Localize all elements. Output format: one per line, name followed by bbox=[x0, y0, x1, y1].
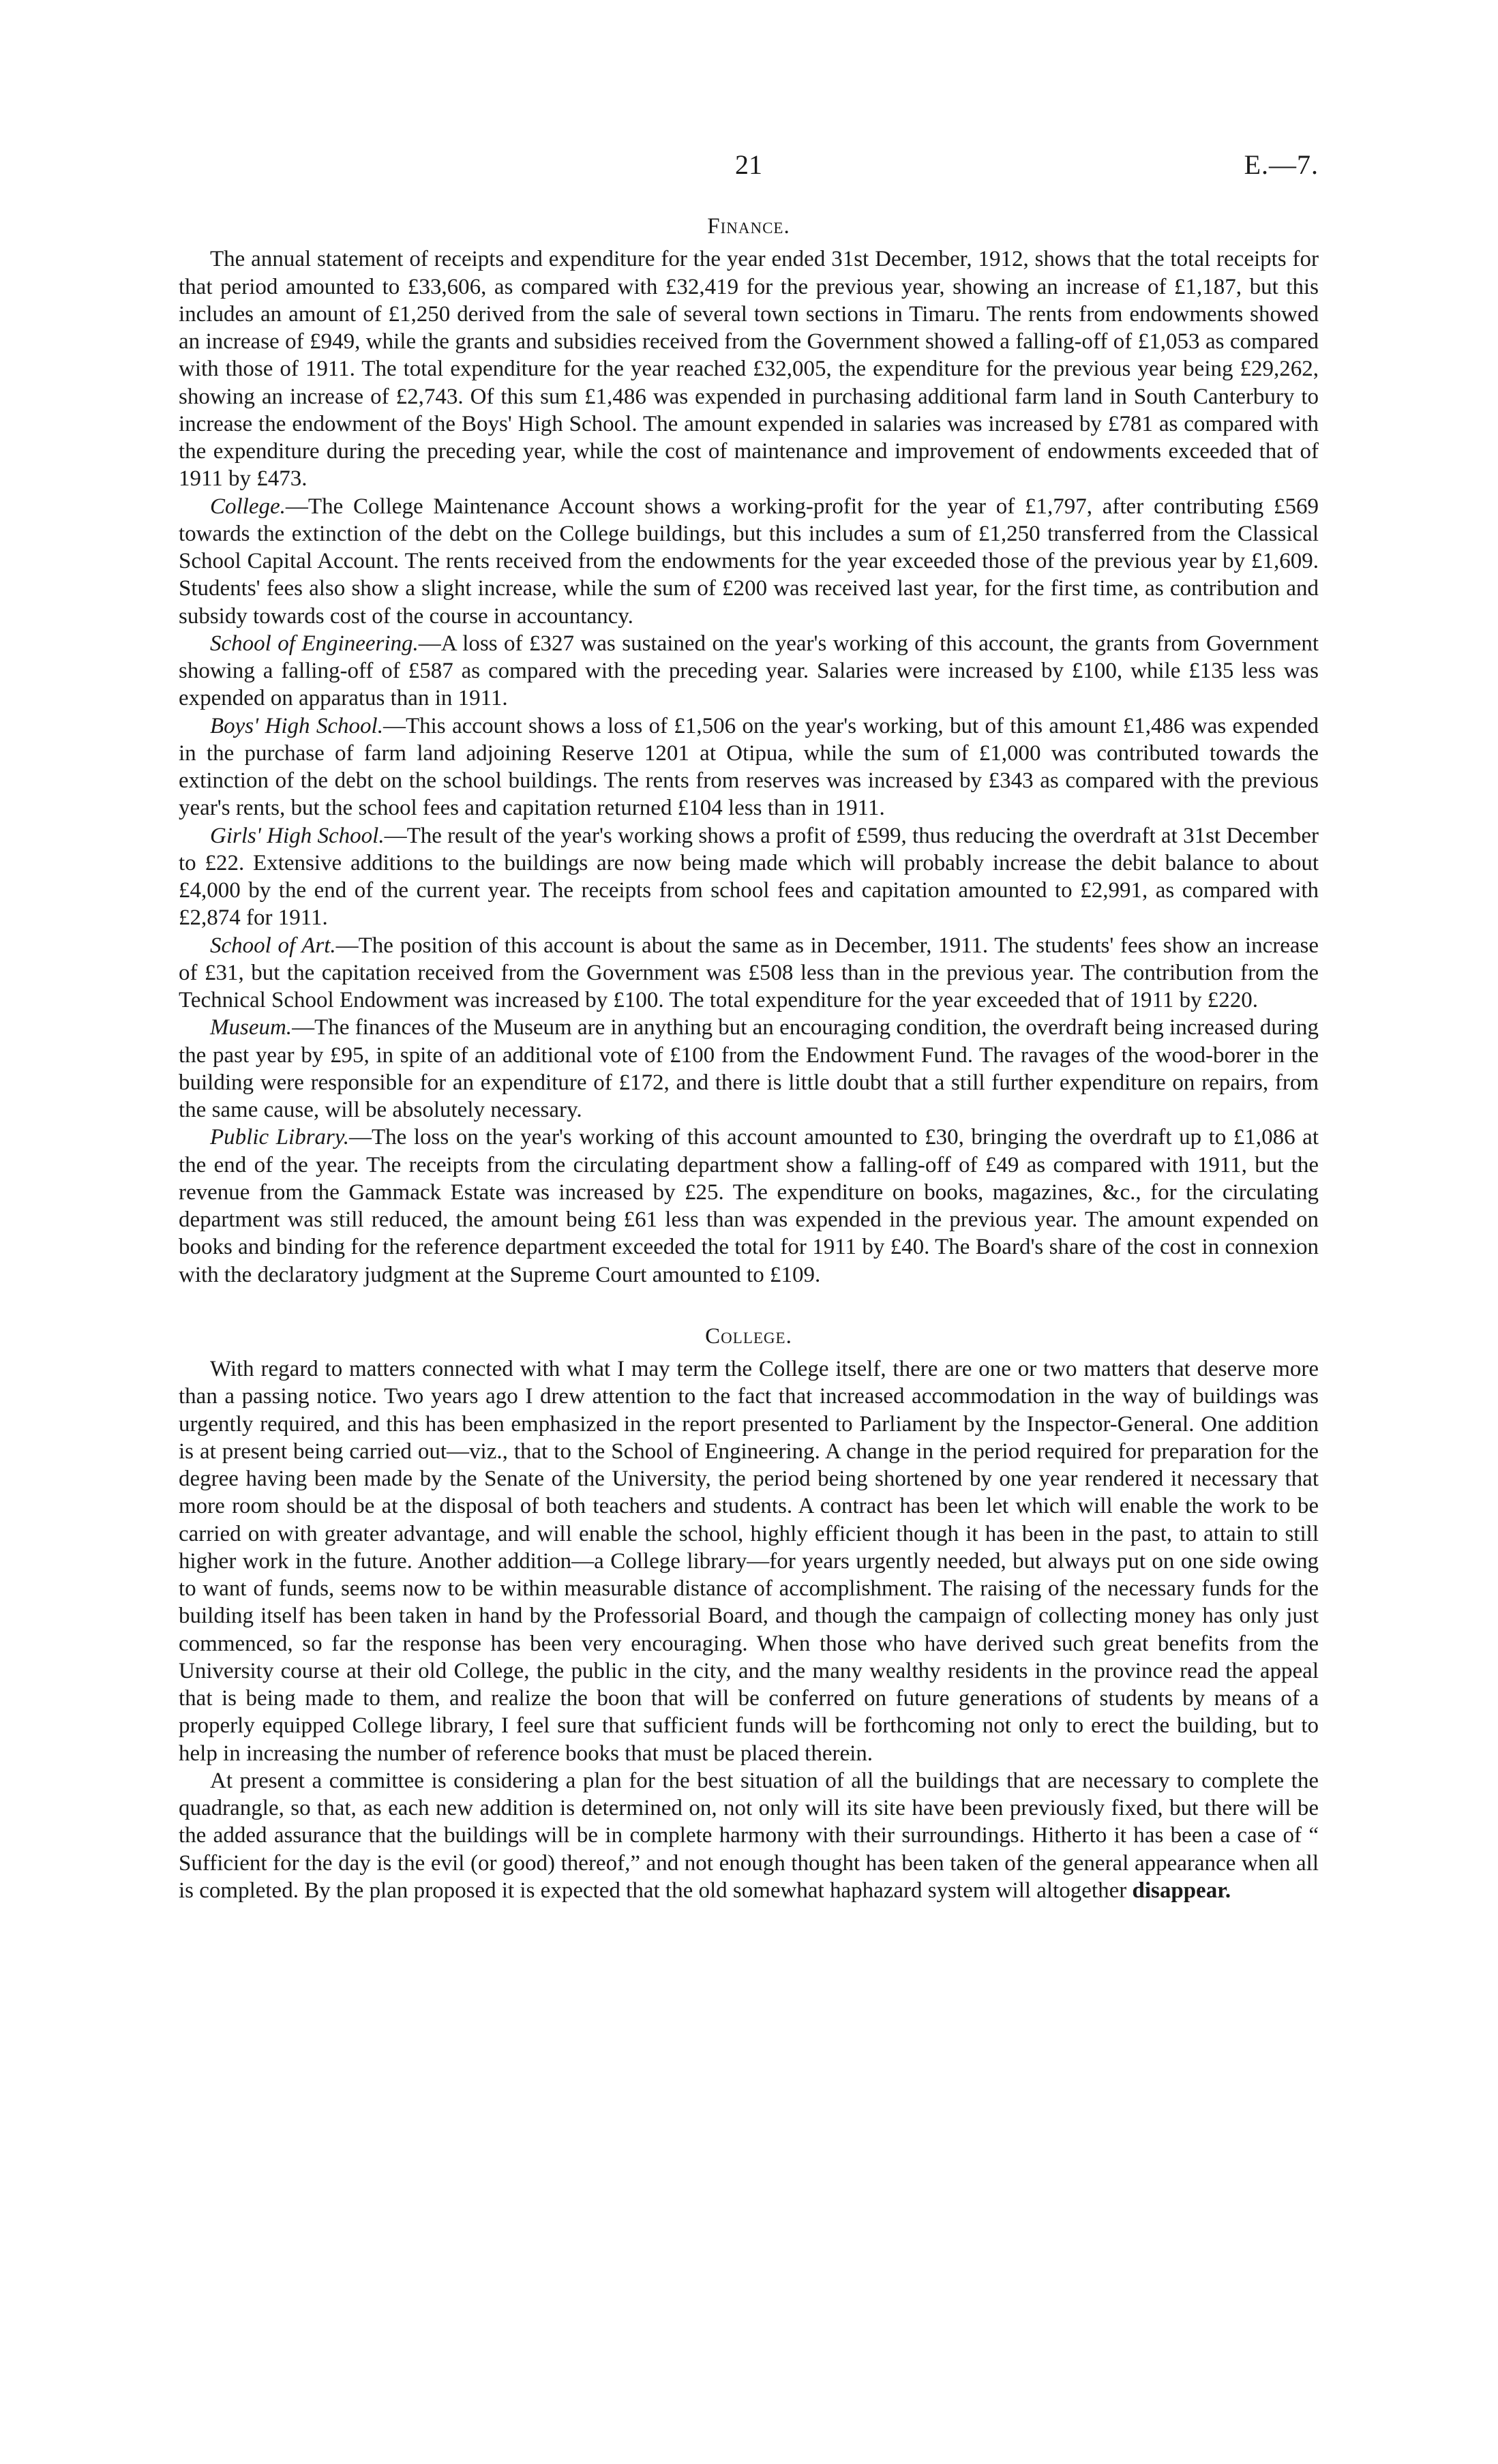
page-number: 21 bbox=[735, 149, 762, 180]
college-paragraph-2-final-word: disappear. bbox=[1132, 1878, 1231, 1903]
document-code: E.—7. bbox=[1244, 149, 1319, 180]
engineering-paragraph bbox=[179, 630, 1319, 712]
finance-intro-paragraph: The annual statement of receipts and expenditure for the year ended 31st December, 1912, shows that the total receipts for that period amounted to £33,606, as compared with £32,419 for the previous year, showing an increase of £1,187, but this includes an amount of £1,250 derived from the sale of several town sections in Timaru. The rents from endowments showed an increase of £949, while the grants and subsidies received from the Government showed a falling-off of £1,053 as compared with those of 1911. The total expenditure for the year reached £32,005, the expenditure for the previous year being £29,262, showing an increase of £2,743. Of this sum £1,486 was expended in purchasing additional farm land in South Canterbury to increase the endowment of the Boys' High School. The amount expended in salaries was increased by £781 as compared with the expenditure during the preceding year, while the cost of maintenance and improvement of endowments exceeded that of 1911 by £473. bbox=[179, 247, 1319, 492]
college-paragraph-2-text: At present a committee is considering a plan for the best situation of all the buildings that are necessary to complete the quadrangle, so that, as each new addition is determined on, not only will its site have been previously fixed, but there will be the added assurance that the buildings will be in complete harmony with their surroundings. Hitherto it has been a case of “ Sufficient for the day is the evil (or good) thereof,” and not enough thought has been taken of the general appearance when all is completed. By the plan proposed it is expected that the old somewhat haphazard system will altogether bbox=[179, 1768, 1319, 1903]
school-of-art-paragraph bbox=[179, 932, 1319, 1015]
college-heading: College. bbox=[705, 1323, 792, 1349]
boys-high-school-paragraph bbox=[179, 712, 1319, 822]
engineering-subhead: School of Engineering. bbox=[210, 631, 419, 656]
engineering-text: —A loss of £327 was sustained on the year's working of this account, the grants from Government showing a falling-off of £587 as compared with the preceding year. Salaries were increased by £100, while £135 less was expended on apparatus than in 1911. bbox=[179, 631, 1319, 711]
college-paragraph-1: With regard to matters connected with what I may term the College itself, there are one or two matters that deserve more than a passing notice. Two years ago I drew attention to the fact that increased accommodation in the way of buildings was urgently required, and this has been emphasized in the report presented to Parliament by the Inspector-General. One addition is at present being carried out—viz., that to the School of Engineering. A change in the period required for preparation for the degree having been made by the Senate of the University, the period being shortened by one year rendered it necessary that more room should be at the disposal of both teachers and students. A contract has been let which will enable the work to be carried on with greater advantage, and will enable the school, highly efficient though it has been in the past, to attain to still higher work in the future. Another addition—a College library—for years urgently needed, but always put on one side owing to want of funds, seems now to be within measurable distance of accomplishment. The raising of the necessary funds for the building itself has been taken in hand by the Professorial Board, and though the campaign of collecting money has only just commenced, so far the response has been very encouraging. When those who have derived such great benefits from the University course at their old College, the public in the city, and the many wealthy residents in the province read the appeal that is being made to them, and realize the boon that will be conferred on future generations of students by means of a properly equipped College library, I feel sure that sufficient funds will be forthcoming not only to erect the building, but to help in increasing the number of reference books that must be placed therein. bbox=[179, 1357, 1319, 1766]
girls-high-school-subhead: Girls' High School. bbox=[210, 823, 385, 848]
boys-high-school-subhead: Boys' High School. bbox=[210, 713, 383, 738]
public-library-paragraph bbox=[179, 1124, 1319, 1289]
school-of-art-text: —The position of this account is about the same as in December, 1911. The students' fees show an increase of £31, but the capitation received from the Government was £508 less than in the previous year. The contribution from the Technical School Endowment was increased by £100. The total expenditure for the year exceeded that of 1911 by £220. bbox=[179, 933, 1319, 1012]
college-paragraph-2 bbox=[179, 1767, 1319, 1904]
public-library-subhead: Public Library. bbox=[210, 1125, 349, 1150]
girls-high-school-text: —The result of the year's working shows a profit of £599, thus reducing the overdraft at 31st December to £22. Extensive additions to the buildings are now being made which will probably increase the debit balance to about £4,000 by the end of the current year. The receipts from school fees and capitation amounted to £2,991, as compared with £2,874 for 1911. bbox=[179, 823, 1319, 931]
girls-high-school-paragraph bbox=[179, 822, 1319, 932]
page-header bbox=[179, 145, 1319, 185]
finance-heading: Finance. bbox=[707, 214, 790, 239]
museum-paragraph bbox=[179, 1014, 1319, 1124]
college-finance-paragraph bbox=[179, 493, 1319, 630]
school-of-art-subhead: School of Art. bbox=[210, 933, 336, 958]
boys-high-school-text: —This account shows a loss of £1,506 on the year's working, but of this amount £1,486 was expended in the purchase of farm land adjoining Reserve 1201 at Otipua, while the sum of £1,000 was contributed towards the extinction of the debt on the school buildings. The rents from reserves was increased by £343 as compared with the previous year's rents, but the school fees and capitation returned £104 less than in 1911. bbox=[179, 713, 1319, 821]
museum-text: —The finances of the Museum are in anything but an encouraging condition, the overdraft being increased during the past year by £95, in spite of an additional vote of £100 from the Endowment Fund. The ravages of the wood-borer in the building were responsible for an expenditure of £172, and there is little doubt that a still further expenditure on repairs, from the same cause, will be absolutely necessary. bbox=[179, 1015, 1319, 1122]
public-library-text: —The loss on the year's working of this account amounted to £30, bringing the overdraft up to £1,086 at the end of the year. The receipts from the circulating department show a falling-off of £49 as compared with 1911, but the revenue from the Gammack Estate was increased by £25. The expenditure on books, magazines, &c., for the circulating department was still reduced, the amount being £61 less than was expended in the previous year. The amount expended on books and binding for the reference department exceeded the total for 1911 by £40. The Board's share of the cost in connexion with the declaratory judgment at the Supreme Court amounted to £109. bbox=[179, 1125, 1319, 1287]
museum-subhead: Museum. bbox=[210, 1015, 293, 1040]
college-finance-subhead: College. bbox=[210, 494, 286, 519]
college-finance-text: —The College Maintenance Account shows a working-profit for the year of £1,797, after contributing £569 towards the extinction of the debt on the College buildings, but this includes a sum of £1,250 transferred from the Classical School Capital Account. The rents received from the endowments for the year exceeded those of the previous year by £1,609. Students' fees also show a slight increase, while the sum of £200 was received last year, for the first time, as contribution and subsidy towards cost of the course in accountancy. bbox=[179, 494, 1319, 629]
page-body bbox=[179, 213, 1319, 1904]
